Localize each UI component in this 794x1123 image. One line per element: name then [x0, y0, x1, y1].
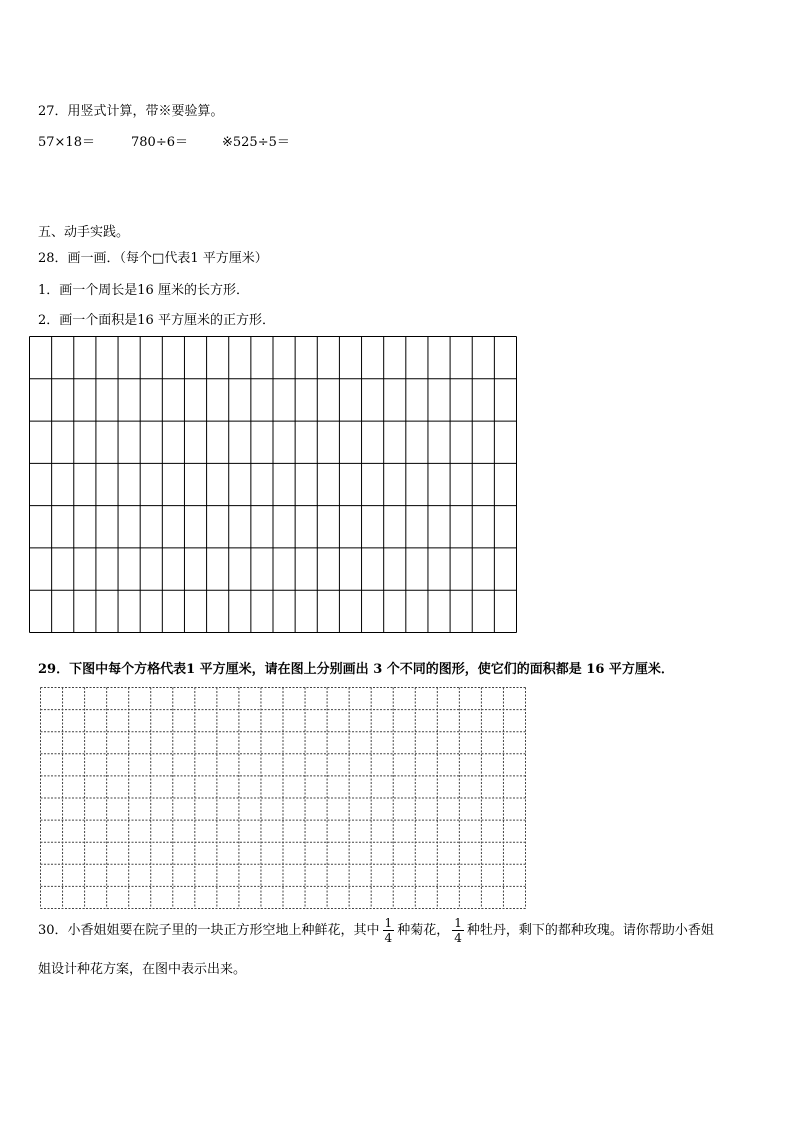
q30-fraction-2-denominator: 4 — [454, 931, 462, 945]
q30-fraction-1-numerator: 1 — [384, 916, 393, 930]
q27-title: 27．用竖式计算，带※要验算。 — [38, 104, 224, 119]
section-five-heading: 五、动手实践。 — [38, 225, 130, 240]
q30-text-b: 种菊花， — [397, 923, 450, 938]
q30-line-2: 姐设计种花方案，在图中表示出来。 — [38, 962, 247, 977]
q30-text-a: 30．小香姐姐要在院子里的一块正方形空地上种鲜花，其中 — [38, 923, 380, 938]
q28-title: 28．画一画．（每个□代表1 平方厘米） — [38, 251, 268, 266]
q30-fraction-2-numerator: 1 — [454, 916, 462, 930]
q27-expression-2: 780÷6＝ — [131, 135, 188, 150]
q28-item-2: 2．画一个面积是16 平方厘米的正方形． — [38, 313, 275, 328]
q28-item-1: 1．画一个周长是16 厘米的长方形． — [38, 283, 249, 298]
q29-title: 29．下图中每个方格代表1 平方厘米，请在图上分别画出 3 个不同的图形，使它们的面积都是 16 平方厘米． — [38, 662, 674, 677]
q27-expression-1: 57×18＝ — [38, 135, 95, 150]
q28-drawing-grid[interactable] — [29, 336, 517, 633]
q27-expression-3: ※525÷5＝ — [222, 135, 290, 150]
q30-text-c: 种牡丹，剩下的都种玫瑰。请你帮助小香姐 — [466, 923, 714, 938]
q29-dashed-grid[interactable] — [40, 687, 526, 909]
q30-fraction-2 — [452, 917, 464, 944]
q30-fraction-1 — [383, 917, 395, 944]
q30-line-1 — [38, 916, 714, 946]
q30-fraction-1-denominator: 4 — [384, 931, 393, 945]
